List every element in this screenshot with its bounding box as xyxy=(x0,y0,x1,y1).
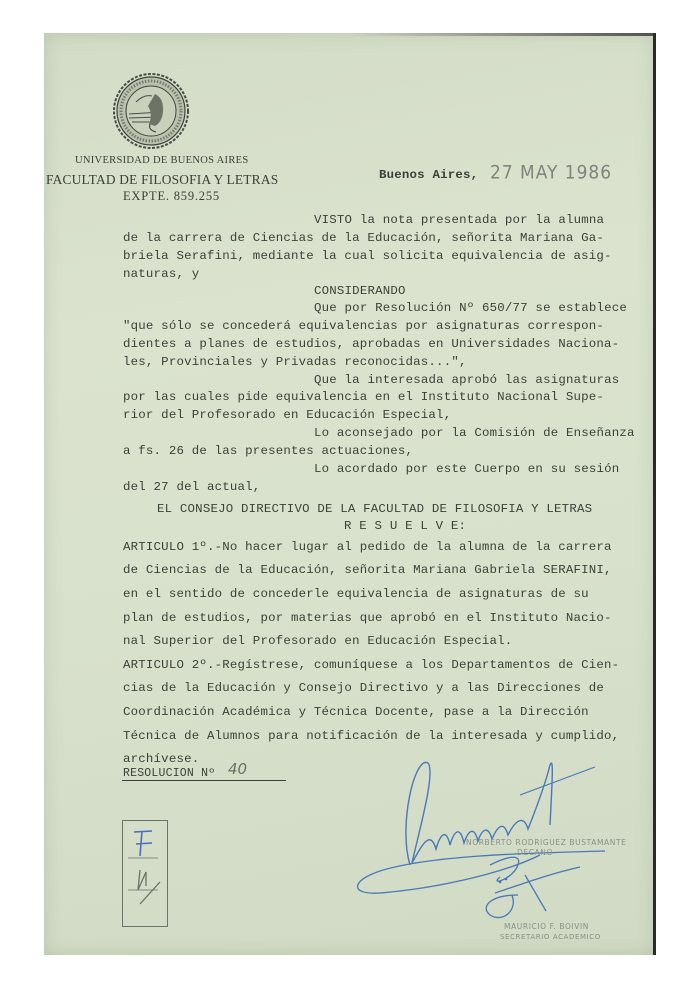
visto-line-2: de la carrera de Ciencias de la Educación, señorita Mariana Ga- xyxy=(123,231,605,245)
considerando-line-8: Lo aconsejado por la Comisión de Enseñanza xyxy=(314,426,635,440)
considerando-line-4: les, Provinciales y Privadas reconocidas...", xyxy=(123,355,467,369)
considerando-heading: CONSIDERANDO xyxy=(314,284,406,298)
considerando-line-6: por las cuales pide equivalencia en el Instituto Nacional Supe- xyxy=(123,390,605,404)
consejo-heading: EL CONSEJO DIRECTIVO DE LA FACULTAD DE FILOSOFIA Y LETRAS xyxy=(157,502,593,516)
considerando-line-10: Lo acordado por este Cuerpo en su sesión xyxy=(314,462,620,476)
visto-line-3: briela Serafini, mediante la cual solicita equivalencia de asig- xyxy=(123,249,612,263)
considerando-line-3: dientes a planes de estudios, aprobadas en Universidades Naciona- xyxy=(123,337,620,351)
considerando-line-2: "que sólo se concederá equivalencias por asignaturas correspon- xyxy=(123,319,605,333)
date-stamp: 27 MAY 1986 xyxy=(490,162,613,184)
articulo-line-5: nal Superior del Profesorado en Educación Especial. xyxy=(123,634,513,648)
considerando-line-7: rior del Profesorado en Educación Especial, xyxy=(123,408,452,422)
articulo-line-3: en el sentido de concederle equivalencia de asignaturas de su xyxy=(123,587,589,601)
articulo-line-8: Coordinación Académica y Técnica Docente, pase a la Dirección xyxy=(123,705,589,719)
articulo-line-1: ARTICULO 1º.-No hacer lugar al pedido de la alumna de la carrera xyxy=(123,540,612,554)
articulo-line-7: cias de la Educación y Consejo Directivo y a las Direcciones de xyxy=(123,681,605,695)
university-name: UNIVERSIDAD DE BUENOS AIRES xyxy=(75,155,249,166)
considerando-line-1: Que por Resolución Nº 650/77 se establece xyxy=(314,301,628,315)
visto-line-4: naturas, y xyxy=(123,267,200,281)
articulo-line-4: plan de estudios, por materias que aprobó en el Instituto Nacio- xyxy=(123,611,612,625)
resuelve-heading: R E S U E L V E: xyxy=(344,519,467,533)
handwritten-initials-icon xyxy=(120,818,170,928)
dean-stamp-title: DECANO xyxy=(517,848,553,857)
considerando-line-11: del 27 del actual, xyxy=(123,480,261,494)
considerando-line-9: a fs. 26 de las presentes actuaciones, xyxy=(123,444,414,458)
resolution-underline xyxy=(122,780,286,781)
secretary-stamp-title: SECRETARIO ACADEMICO xyxy=(500,933,601,941)
date-place: Buenos Aires, xyxy=(379,168,479,182)
resolution-label: RESOLUCION Nº xyxy=(123,767,216,780)
dean-stamp-name: NORBERTO RODRIGUEZ BUSTAMANTE xyxy=(466,838,627,847)
paper-top-shadow xyxy=(350,33,655,36)
secretary-stamp-name: MAURICIO F. BOIVIN xyxy=(504,922,590,931)
visto-line-1: VISTO la nota presentada por la alumna xyxy=(314,213,605,227)
articulo-line-6: ARTICULO 2º.-Regístrese, comuníquese a los Departamentos de Cien- xyxy=(123,658,620,672)
considerando-line-5: Que la interesada aprobó las asignaturas xyxy=(314,373,620,387)
resolution-number: 40 xyxy=(228,760,248,778)
university-seal-icon xyxy=(112,72,190,150)
articulo-line-9: Técnica de Alumnos para notificación de la interesada y cumplido, xyxy=(123,729,620,743)
expediente-number: EXPTE. 859.255 xyxy=(123,189,220,203)
articulo-line-10: archívese. xyxy=(123,752,200,766)
articulo-line-2: de Ciencias de la Educación, señorita Mariana Gabriela SERAFINI, xyxy=(123,563,612,577)
faculty-name: FACULTAD DE FILOSOFIA Y LETRAS xyxy=(46,172,279,187)
